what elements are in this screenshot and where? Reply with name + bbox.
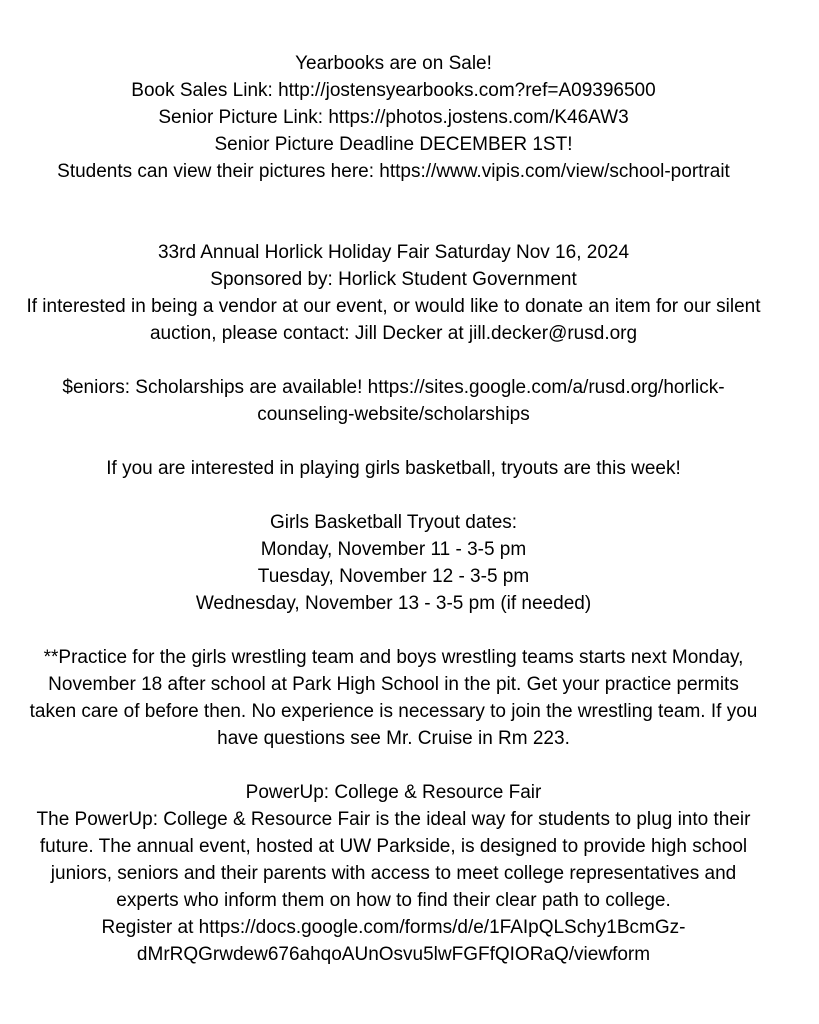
tryout-date: Monday, November 11 - 3-5 pm (260, 539, 527, 560)
announcement-document (0, 50, 787, 968)
tryout-date: Tuesday, November 12 - 3-5 pm (257, 566, 530, 587)
holiday-fair-contact: auction, please contact: Jill Decker at jill.decker@rusd.org (149, 323, 638, 344)
view-pictures-link: Students can view their pictures here: https://www.vipis.com/view/school-portrait (57, 161, 730, 182)
powerup-text: future. The annual event, hosted at UW Parkside, is designed to provide high school (39, 836, 748, 857)
holiday-fair-sponsor: Sponsored by: Horlick Student Government (210, 269, 577, 290)
powerup-section (0, 779, 787, 968)
wrestling-text: have questions see Mr. Cruise in Rm 223. (217, 728, 570, 749)
wrestling-section (0, 644, 787, 752)
senior-picture-link: Senior Picture Link: https://photos.jostens.com/K46AW3 (158, 107, 629, 128)
yearbook-section (0, 50, 787, 185)
powerup-register-link: dMrRQGrwdew676ahqoAUnOsvu5lwFGFfQIORaQ/viewform (136, 944, 651, 965)
powerup-text: juniors, seniors and their parents with access to meet college representatives and (50, 863, 737, 884)
senior-picture-deadline: Senior Picture Deadline DECEMBER 1ST! (214, 134, 573, 155)
holiday-fair-contact: If interested in being a vendor at our event, or would like to donate an item for our silent (26, 296, 761, 317)
scholarships-text: $eniors: Scholarships are available! https://sites.google.com/a/rusd.org/horlick- (62, 377, 725, 398)
powerup-title: PowerUp: College & Resource Fair (245, 782, 542, 803)
tryout-date: Wednesday, November 13 - 3-5 pm (if needed) (195, 593, 592, 614)
tryout-dates-title: Girls Basketball Tryout dates: (269, 512, 518, 533)
wrestling-text: **Practice for the girls wrestling team and boys wrestling teams starts next Monday, (43, 647, 744, 668)
scholarships-section (0, 374, 787, 428)
powerup-text: The PowerUp: College & Resource Fair is the ideal way for students to plug into their (36, 809, 751, 830)
basketball-intro: If you are interested in playing girls basketball, tryouts are this week! (106, 458, 681, 479)
book-sales-link: Book Sales Link: http://jostensyearbooks.com?ref=A09396500 (131, 80, 656, 101)
wrestling-text: taken care of before then. No experience is necessary to join the wrestling team. If you (29, 701, 758, 722)
holiday-fair-section (0, 239, 787, 347)
powerup-text: experts who inform them on how to find their clear path to college. (116, 890, 671, 911)
scholarships-text: counseling-website/scholarships (257, 404, 530, 425)
basketball-section (0, 455, 787, 617)
powerup-register-link: Register at https://docs.google.com/forms/d/e/1FAIpQLSchy1BcmGz- (101, 917, 686, 938)
wrestling-text: November 18 after school at Park High School in the pit. Get your practice permits (48, 674, 739, 695)
yearbook-title: Yearbooks are on Sale! (295, 53, 492, 74)
holiday-fair-title: 33rd Annual Horlick Holiday Fair Saturday Nov 16, 2024 (157, 242, 630, 263)
